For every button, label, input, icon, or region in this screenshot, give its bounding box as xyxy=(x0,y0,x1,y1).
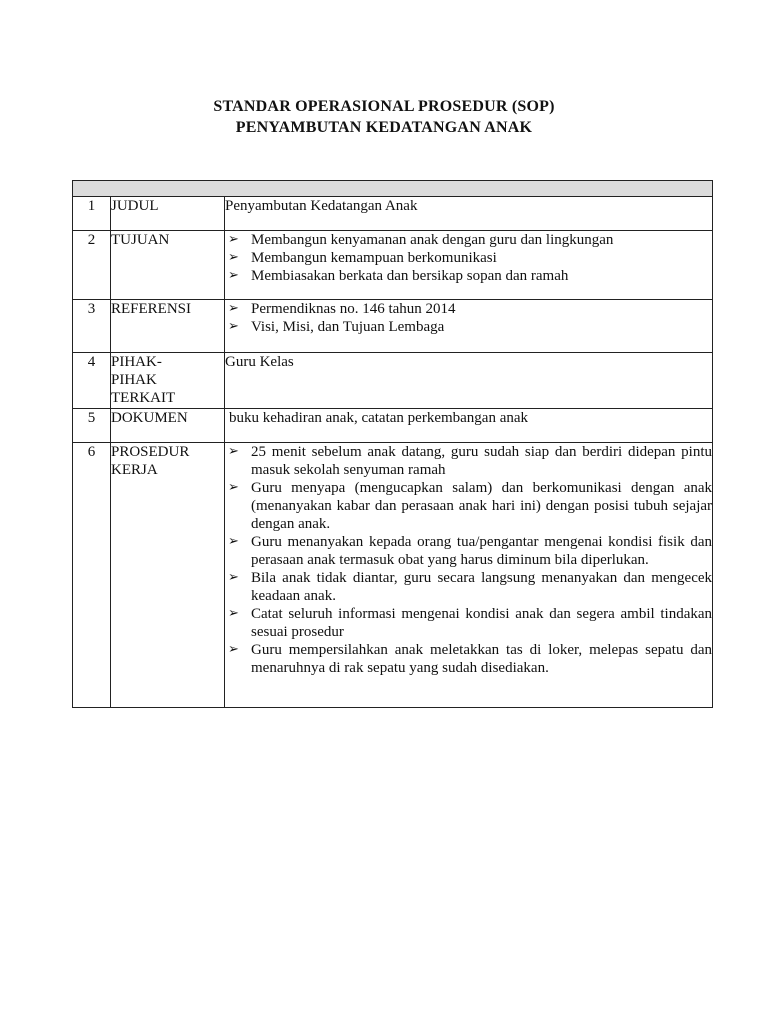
row-content xyxy=(225,409,713,443)
arrow-bullet-icon: ➢ xyxy=(228,642,239,657)
row-number: 3 xyxy=(73,300,111,353)
referensi-list xyxy=(225,300,712,336)
row-label: REFERENSI xyxy=(111,300,225,353)
table-row xyxy=(73,409,713,443)
row-number: 1 xyxy=(73,197,111,231)
row-content-text: buku kehadiran anak, catatan perkembangan anak xyxy=(229,410,529,426)
table-row xyxy=(73,443,713,708)
document-title-line2: PENYAMBUTAN KEDATANGAN ANAK xyxy=(235,119,533,136)
row-label-line: PIHAK- xyxy=(111,354,162,370)
document-title-line1: STANDAR OPERASIONAL PROSEDUR (SOP) xyxy=(213,98,555,115)
list-item xyxy=(225,533,712,569)
list-item xyxy=(225,318,712,336)
sop-table xyxy=(72,180,713,708)
list-item xyxy=(225,641,712,677)
list-item xyxy=(225,300,712,318)
arrow-bullet-icon: ➢ xyxy=(228,250,239,265)
row-label-line: PIHAK xyxy=(111,372,157,388)
arrow-bullet-icon: ➢ xyxy=(228,268,239,283)
row-label xyxy=(111,353,225,409)
list-item-text: Visi, Misi, dan Tujuan Lembaga xyxy=(251,319,445,335)
table-row xyxy=(73,197,713,231)
row-label: DOKUMEN xyxy=(111,409,225,443)
list-item-text: Guru mempersilahkan anak meletakkan tas di loker, melepas sepatu dan menaruhnya di rak sepatu yang sudah disediakan. xyxy=(251,642,713,676)
list-item xyxy=(225,231,712,249)
row-content xyxy=(225,443,713,708)
list-item xyxy=(225,605,712,641)
list-item-text: Membangun kenyamanan anak dengan guru dan lingkungan xyxy=(251,232,614,248)
row-number: 4 xyxy=(73,353,111,409)
arrow-bullet-icon: ➢ xyxy=(228,534,239,549)
row-label-line: PROSEDUR xyxy=(111,444,190,460)
list-item xyxy=(225,569,712,605)
tujuan-list xyxy=(225,231,712,285)
row-content xyxy=(225,231,713,300)
row-number: 5 xyxy=(73,409,111,443)
row-content xyxy=(225,300,713,353)
table-row xyxy=(73,300,713,353)
row-label-line: KERJA xyxy=(111,462,158,478)
prosedur-list xyxy=(225,443,712,677)
row-content: Penyambutan Kedatangan Anak xyxy=(225,197,713,231)
arrow-bullet-icon: ➢ xyxy=(228,480,239,495)
row-label xyxy=(111,443,225,708)
table-header-row xyxy=(73,181,713,197)
row-label-line: TERKAIT xyxy=(111,390,176,406)
list-item-text: Membangun kemampuan berkomunikasi xyxy=(251,250,497,266)
row-label: TUJUAN xyxy=(111,231,225,300)
row-number: 6 xyxy=(73,443,111,708)
list-item-text: 25 menit sebelum anak datang, guru sudah siap dan berdiri didepan pintu masuk sekolah senyuman ramah xyxy=(251,444,713,478)
arrow-bullet-icon: ➢ xyxy=(228,301,239,316)
arrow-bullet-icon: ➢ xyxy=(228,444,239,459)
row-label: JUDUL xyxy=(111,197,225,231)
list-item-text: Catat seluruh informasi mengenai kondisi anak dan segera ambil tindakan sesuai prosedur xyxy=(251,606,713,640)
list-item xyxy=(225,479,712,533)
list-item-text: Guru menyapa (mengucapkan salam) dan berkomunikasi dengan anak (menanyakan kabar dan perasaan anak hari ini) dengan posisi tubuh sejajar dengan anak. xyxy=(251,480,713,532)
list-item-text: Permendiknas no. 146 tahun 2014 xyxy=(251,301,456,317)
arrow-bullet-icon: ➢ xyxy=(228,319,239,334)
list-item xyxy=(225,249,712,267)
arrow-bullet-icon: ➢ xyxy=(228,570,239,585)
arrow-bullet-icon: ➢ xyxy=(228,232,239,247)
row-number: 2 xyxy=(73,231,111,300)
row-content: Guru Kelas xyxy=(225,353,713,409)
list-item xyxy=(225,443,712,479)
table-row xyxy=(73,231,713,300)
table-row xyxy=(73,353,713,409)
list-item-text: Membiasakan berkata dan bersikap sopan dan ramah xyxy=(251,268,569,284)
table-header-cell xyxy=(73,181,713,197)
list-item xyxy=(225,267,712,285)
list-item-text: Guru menanyakan kepada orang tua/pengantar mengenai kondisi fisik dan perasaan anak termasuk obat yang harus diminum bila diperlukan. xyxy=(251,534,713,568)
arrow-bullet-icon: ➢ xyxy=(228,606,239,621)
list-item-text: Bila anak tidak diantar, guru secara langsung menanyakan dan mengecek keadaan anak. xyxy=(251,570,713,604)
